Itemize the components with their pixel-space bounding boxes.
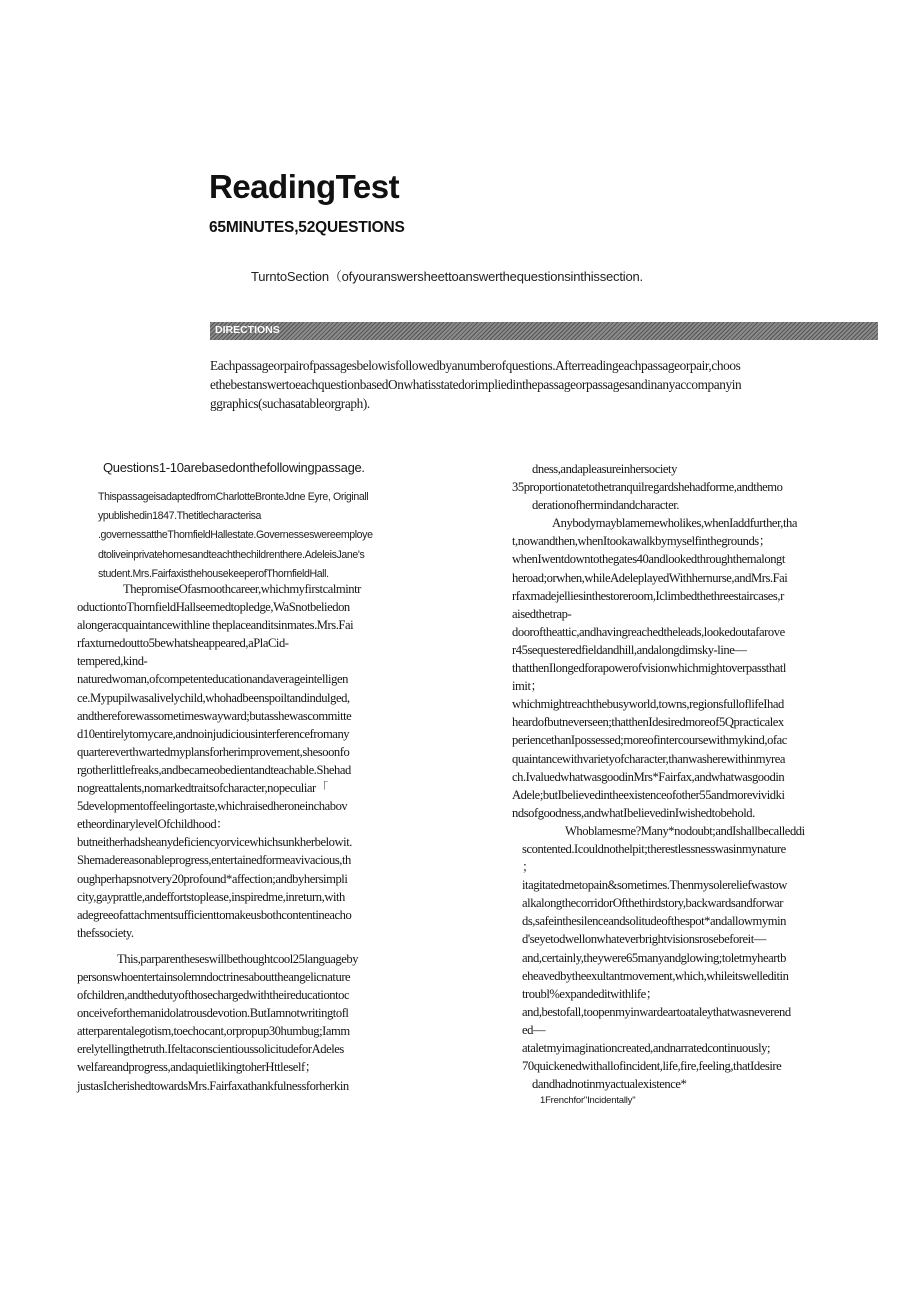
directions-label: DIRECTIONS xyxy=(215,324,280,336)
passage-line: onceiveforthemanidolatrousdevotion.ButIamnotwritingtofl xyxy=(77,1006,349,1021)
passage-right-column xyxy=(512,460,884,1109)
passage-line: rgotherlittlefreaks,andbecameobedientandteachable.Shehad xyxy=(77,762,351,777)
passage-line: ndsofgoodness,andwhatIbelievedinIwishedtobehold. xyxy=(512,805,755,820)
passage-line: ce.Mypupilwasalivelychild,whohadbeenspoiltandindulged, xyxy=(77,690,350,705)
passage-line: ； xyxy=(522,860,535,875)
passage-line: dooroftheattic,andhavingreachedtheleads,lookedoutafarove xyxy=(512,624,785,639)
passage-line: This,parparentheseswillbethoughtcool25languageby xyxy=(117,951,359,966)
passage-line: Shemadereasonableprogress,entertainedformeavivacious,th xyxy=(77,853,351,868)
passage-line: imit； xyxy=(512,679,543,694)
passage-line: butneitherhadsheanydeficiencyorvicewhichsunkherbelowit. xyxy=(77,835,352,850)
passage-line: quartereverthwartedmyplansforherimprovement,shesoonfo xyxy=(77,744,350,759)
passage-line: ofchildren,andthedutyofthosechargedwiththeireducationtoc xyxy=(77,988,350,1003)
passage-line: troubl%expandeditwithlife； xyxy=(522,986,658,1001)
passage-line: d10entirelytomycare,andnoinjudiciousinterferencefromany xyxy=(77,726,350,741)
passage-line: alongeracquaintancewithline theplaceanditsinmates.Mrs.Fai xyxy=(77,618,354,633)
passage-line: and,bestofall,toopenmyinwardeartoataleythatwasneverend xyxy=(522,1004,791,1019)
directions-text xyxy=(210,356,878,413)
page-title: ReadingTest xyxy=(209,168,400,205)
passage-intro xyxy=(98,488,450,584)
passage-line: ataletmyimaginationcreated,andnarratedcontinuously; xyxy=(522,1041,771,1055)
passage-line: Whoblamesme?Many*nodoubt;andIshallbecalleddi xyxy=(565,823,805,838)
directions-line: ggraphics(suchasatableorgraph). xyxy=(210,396,370,411)
passage-line: 5developmentoffeelingortaste,whichraisedheroneinchabov xyxy=(77,799,348,814)
passage-line: adegreeofattachmentsufficienttomakeusbothcontentineacho xyxy=(77,907,352,922)
passage-line: d'seyetodwellonwhateverbrightvisionsrosebeforeit— xyxy=(522,932,766,947)
passage-line: and,certainly,theywere65manyandglowing;toletmyheartb xyxy=(522,950,786,965)
passage-line: Anybodymayblamemewholikes,whenIaddfurther,tha xyxy=(552,516,798,531)
questions-header: Questions1-10arebasedonthefollowingpassage. xyxy=(103,460,365,475)
intro-line: ypublishedin1847.Thetitlecharacterisa xyxy=(98,510,262,523)
intro-line: dtoliveinprivatehomesandteachthechildrenthere.AdeleisJane's xyxy=(98,548,365,561)
passage-line: personswhoentertainsolemndoctrinesabouttheangelicnature xyxy=(77,969,351,984)
passage-line: heardofbutneverseen;thatthenIdesiredmoreof5Qpracticalex xyxy=(512,715,784,730)
passage-line: city,gayprattle,andeffortstoplease,inspiredme,inreturn,with xyxy=(77,889,345,904)
passage-line: itagitatedmetopain&sometimes.Thenmysolereliefwastow xyxy=(522,878,787,893)
passage-line: scontented.Icouldnothelpit;therestlessnesswasinmynature xyxy=(522,841,786,856)
passage-line: periencethanIpossessed;moreofintercoursewithmykind,ofac xyxy=(512,733,787,748)
passage-line: oughperhapsnotvery20profound*affection;andbyhersimpli xyxy=(77,871,348,886)
passage-line: andthereforewassometimeswayward;butasshewascommitte xyxy=(77,708,352,723)
directions-line: ethebestanswertoeachquestionbasedOnwhatisstatedorimpliedinthepassageorpassagesandinanyaccompanyin xyxy=(210,377,742,392)
passage-line: t,nowandthen,whenItookawalkbymyselfinthegrounds； xyxy=(512,534,771,549)
passage-line: dandhadnotinmyactualexistence* xyxy=(532,1077,687,1092)
passage-line: eheavedbytheexultantmovement,which,whileitswelleditin xyxy=(522,968,789,983)
passage-line: thatthenIlongedforapowerofvisionwhichmightoverpassthatl xyxy=(512,661,786,676)
passage-line: rfaxmadejelliesinthestoreroom,Iclimbedthethreestaircases,r xyxy=(512,588,784,603)
footnote: 1Frenchfor"Incidentally" xyxy=(540,1095,636,1107)
passage-line: etheordinarylevelOfchildhood： xyxy=(77,817,229,832)
passage-left-column xyxy=(77,580,449,1095)
directions-line: Eachpassageorpairofpassagesbelowisfollowedbyanumberofquestions.Afterreadingeachpassageorpair,choos xyxy=(210,358,741,373)
passage-line: derationofhermindandcharacter. xyxy=(532,498,679,513)
passage-line: rfaxturnedoutto5bewhatsheappeared,aPlaCid- xyxy=(77,636,289,651)
passage-line: quaintancewithvarietyofcharacter,thanwasherewithinmyrea xyxy=(512,751,786,766)
passage-line: 70quickenedwithallofincident,life,fire,feeling,thatIdesire xyxy=(522,1059,782,1074)
passage-line: Adele;butIbelievedintheexistenceofother55andmorevividki xyxy=(512,787,785,802)
passage-line: heroad;orwhen,whileAdeleplayedWithhernurse,andMrs.Fai xyxy=(512,570,788,585)
directions-banner xyxy=(210,322,878,340)
passage-line: justasIcherishedtowardsMrs.Fairfaxathankfulnessforherkin xyxy=(77,1078,349,1093)
passage-line: atterparentalegotism,toechocant,orpropup30humbug;Iamm xyxy=(77,1024,350,1039)
passage-line: welfareandprogress,andaquietlikingtoherHttleself； xyxy=(77,1060,317,1075)
passage-line: alkalongthecorridorOfthethirdstory,backwardsandforwar xyxy=(522,896,784,911)
passage-line: nogreattalents,nomarkedtraitsofcharacter,nopeculiar「 xyxy=(77,781,328,796)
passage-line: r45sequesteredfieldandhill,andalongdimsky-line— xyxy=(512,642,747,657)
passage-line: naturedwoman,ofcompetenteducationandaverageintelligen xyxy=(77,672,348,687)
intro-line: ThispassageisadaptedfromCharlotteBronteJdne Eyre, Originall xyxy=(98,491,369,503)
passage-line: tempered,kind- xyxy=(77,654,148,669)
test-duration-subtitle: 65MINUTES,52QUESTIONS xyxy=(209,219,405,236)
passage-line: thefssociety. xyxy=(77,925,134,940)
passage-line: ch.IvaluedwhatwasgoodinMrs*Fairfax,andwhatwasgoodin xyxy=(512,769,785,784)
passage-line: ds,safeinthesilenceandsolitudeofthespot*andallowmymin xyxy=(522,914,786,929)
passage-line: dness,andapleasureinhersociety xyxy=(532,462,677,476)
section-instruction: TurntoSection（ofyouranswersheettoanswerthequestionsinthissection. xyxy=(251,269,643,284)
passage-line: ThepromiseOfasmoothcareer,whichmyfirstcalmintr xyxy=(123,582,361,596)
intro-line: student.Mrs.FairfaxisthehousekeeperofThornfieldHall. xyxy=(98,567,329,580)
passage-line: aisedthetrap- xyxy=(512,606,572,621)
passage-line: oductiontoThornfieldHallseemedtopledge,WaSnotbeliedon xyxy=(77,600,350,615)
passage-line: 35proportionatetothetranquilregardshehadforme,andthemo xyxy=(512,480,783,495)
intro-line: .governessattheThomfieldHallestate.Governesseswereemploye xyxy=(98,529,373,542)
passage-line: ed— xyxy=(522,1022,546,1037)
passage-line: whenIwentdowntothegates40andlookedthroughthemalongt xyxy=(512,552,785,567)
passage-line: whichmightreachthebusyworld,towns,regionsfulloflifeIhad xyxy=(512,697,784,712)
passage-line: erelytellingthetruth.IfeltaconscientioussolicitudeforAdeles xyxy=(77,1042,344,1057)
